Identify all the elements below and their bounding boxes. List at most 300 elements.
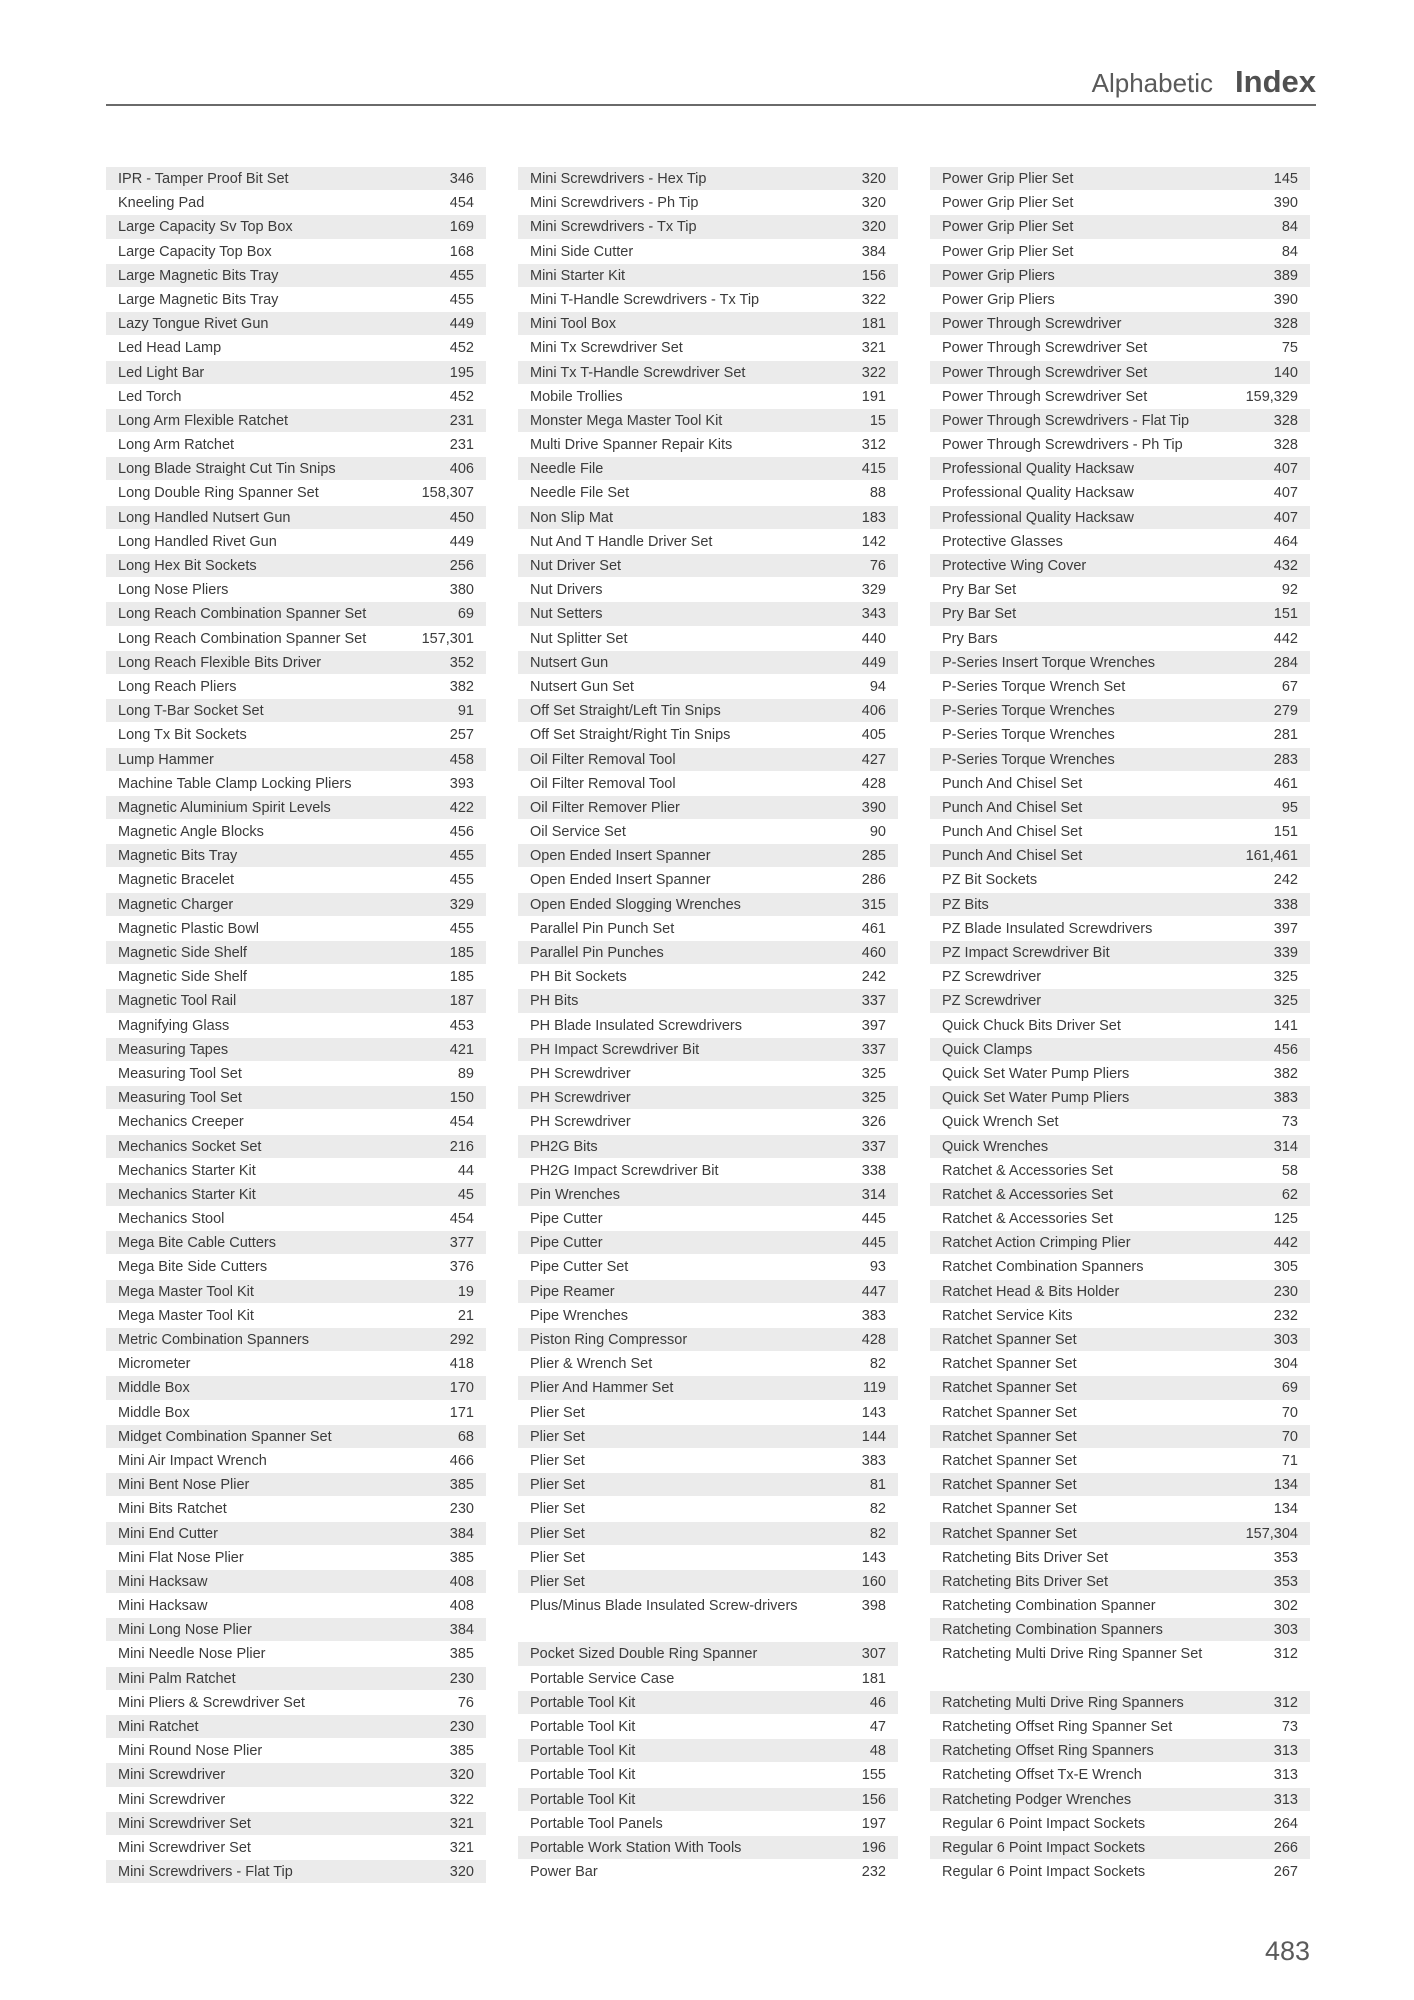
index-entry [930,1812,1310,1836]
index-entry [518,1860,898,1884]
entry-page: 279 [1273,703,1298,720]
entry-name: Pry Bar Set [942,582,1017,599]
index-entry [518,844,898,868]
index-entry [106,1255,486,1279]
index-entry [106,1570,486,1594]
entry-page: 377 [449,1235,474,1252]
entry-name: Mini Tool Box [530,316,616,333]
entry-name: Long Handled Rivet Gun [118,533,277,550]
index-entry [518,1304,898,1328]
index-entry [518,1183,898,1207]
entry-page: 94 [869,678,886,695]
entry-name: PZ Impact Screwdriver Bit [942,945,1110,961]
entry-page: 455 [449,920,474,937]
index-entry [106,554,486,578]
entry-page: 73 [1281,1114,1298,1131]
entry-page: 313 [1273,1791,1298,1808]
index-entry [518,1497,898,1521]
index-entry [930,627,1310,651]
entry-name: Ratchet Spanner Set [942,1380,1077,1397]
entry-name: Power Grip Plier Set [942,219,1074,236]
entry-page: 390 [1273,291,1298,308]
index-entry [106,1788,486,1812]
index-entry [518,1473,898,1497]
index-entry [106,1449,486,1473]
index-entry [518,1352,898,1376]
entry-name: Oil Service Set [530,824,626,841]
entry-page: 187 [449,993,474,1010]
entry-name: Long Reach Pliers [118,678,237,695]
entry-page: 58 [1281,1162,1298,1179]
entry-name: Parallel Pin Punches [530,945,664,961]
index-entry [930,748,1310,772]
index-column-2 [518,167,898,1884]
index-entry [106,1110,486,1134]
entry-name: Mobile Trollies [530,388,623,405]
entry-page: 325 [861,1090,886,1107]
entry-name: Portable Tool Kit [530,1767,636,1784]
entry-page: 134 [1273,1501,1298,1518]
entry-page: 81 [869,1477,886,1494]
entry-name: Nut Setters [530,606,603,623]
entry-name: Long Arm Flexible Ratchet [118,412,289,429]
index-entry [930,506,1310,530]
index-entry [106,1763,486,1787]
entry-name: Mini Palm Ratchet [118,1670,236,1687]
index-entry [518,1691,898,1715]
entry-name: Mini Long Nose Plier [118,1622,252,1639]
index-entry [930,602,1310,626]
entry-name: Portable Tool Panels [530,1815,663,1832]
entry-name: Needle File Set [530,485,630,502]
entry-name: Pipe Wrenches [530,1307,629,1324]
index-entry [106,675,486,699]
entry-page: 70 [1281,1404,1298,1421]
index-entry [930,191,1310,215]
entry-page: 321 [861,340,886,357]
index-entry [930,1522,1310,1546]
index-entry [930,167,1310,191]
entry-page: 45 [457,1186,474,1203]
entry-page: 406 [861,703,886,720]
entry-page: 454 [449,195,474,212]
entry-page: 313 [1273,1743,1298,1760]
index-entry [106,1038,486,1062]
index-entry [106,1086,486,1110]
index-entry [106,215,486,239]
entry-name: Nut And T Handle Driver Set [530,533,713,550]
entry-name: Large Magnetic Bits Tray [118,291,279,308]
index-entry [930,1594,1310,1618]
entry-page: 185 [449,945,474,961]
entry-name: PH Bit Sockets [530,969,627,986]
index-entry [930,457,1310,481]
entry-page: 69 [457,606,474,623]
entry-page: 452 [449,388,474,405]
entry-name: Mini Bent Nose Plier [118,1477,250,1494]
index-entry [106,433,486,457]
index-entry [106,699,486,723]
entry-name: Mini End Cutter [118,1525,218,1542]
index-entry [930,433,1310,457]
entry-page: 256 [449,558,474,574]
entry-name: IPR - Tamper Proof Bit Set [118,171,289,187]
entry-name: Led Head Lamp [118,340,222,357]
entry-name: Off Set Straight/Left Tin Snips [530,703,721,720]
entry-name: Pipe Cutter [530,1211,603,1228]
entry-name: Pipe Reamer [530,1283,615,1300]
index-entry [930,1401,1310,1425]
header-title [1092,64,1316,100]
entry-name: Ratcheting Combination Spanner [942,1598,1156,1615]
entry-page: 191 [861,388,886,405]
entry-name: Piston Ring Compressor [530,1332,688,1348]
entry-name: Led Light Bar [118,364,205,381]
entry-name: Mini Screwdrivers - Ph Tip [530,195,699,212]
entry-name: Punch And Chisel Set [942,799,1083,816]
entry-name: Metric Combination Spanners [118,1332,310,1348]
index-entry [106,481,486,505]
entry-name: Pin Wrenches [530,1186,620,1203]
index-entry [518,1401,898,1425]
index-entry [518,264,898,288]
entry-name: Open Ended Insert Spanner [530,848,711,865]
entry-name: Ratchet Spanner Set [942,1525,1077,1542]
entry-name: Ratcheting Multi Drive Ring Spanner Set [942,1646,1203,1663]
entry-name: Needle File [530,461,604,478]
index-entry [518,675,898,699]
index-entry [106,893,486,917]
entry-name: Nut Drivers [530,582,603,599]
entry-page: 314 [1273,1138,1298,1155]
index-entry [518,893,898,917]
entry-page: 170 [449,1380,474,1397]
entry-page: 320 [861,171,886,187]
entry-name: Mini Tx T-Handle Screwdriver Set [530,364,746,381]
entry-name: Long Arm Ratchet [118,437,235,454]
index-entry [106,1352,486,1376]
entry-name: Mini Starter Kit [530,267,626,284]
entry-name: Mini Air Impact Wrench [118,1452,267,1469]
entry-page: 44 [457,1162,474,1179]
entry-name: Ratcheting Podger Wrenches [942,1791,1132,1808]
index-entry [930,1570,1310,1594]
entry-page: 89 [457,1065,474,1082]
index-entry [106,1401,486,1425]
entry-name: Quick Chuck Bits Driver Set [942,1017,1121,1034]
entry-page: 427 [861,751,886,768]
entry-name: Mini Round Nose Plier [118,1743,263,1760]
entry-name: Long Nose Pliers [118,582,229,599]
index-entry [106,723,486,747]
entry-name: Mini Screwdrivers - Flat Tip [118,1864,293,1881]
entry-name: Oil Filter Removal Tool [530,751,676,768]
index-entry [518,1449,898,1473]
entry-page: 328 [1273,316,1298,333]
entry-name: Regular 6 Point Impact Sockets [942,1864,1146,1881]
entry-page: 19 [457,1283,474,1300]
entry-page: 325 [861,1065,886,1082]
entry-page: 76 [869,558,886,574]
entry-name: Mini Screwdrivers - Hex Tip [530,171,707,187]
entry-name: PZ Bit Sockets [942,872,1038,889]
entry-name: Nutsert Gun [530,654,609,671]
index-entry [930,1207,1310,1231]
index-entry [930,1304,1310,1328]
entry-name: Regular 6 Point Impact Sockets [942,1815,1146,1832]
entry-page: 232 [861,1864,886,1881]
entry-name: Pry Bar Set [942,606,1017,623]
index-entry [518,941,898,965]
entry-name: Plier Set [530,1525,585,1542]
entry-page: 71 [1281,1452,1298,1469]
entry-name: Long Blade Straight Cut Tin Snips [118,461,336,478]
index-entry [930,1376,1310,1400]
entry-page: 158,307 [421,485,474,502]
index-entry [106,264,486,288]
entry-name: PH Screwdriver [530,1114,631,1131]
entry-name: Long Reach Combination Spanner Set [118,630,367,647]
index-entry [518,868,898,892]
entry-name: PH Screwdriver [530,1090,631,1107]
index-entry [106,1594,486,1618]
entry-page: 157,301 [421,630,474,647]
entry-page: 303 [1273,1332,1298,1348]
index-entry [930,651,1310,675]
entry-name: Mini Screwdriver Set [118,1815,251,1832]
index-entry [518,651,898,675]
entry-page: 264 [1273,1815,1298,1832]
entry-name: P-Series Torque Wrenches [942,751,1115,768]
index-column-3 [930,167,1310,1884]
index-entry [518,1328,898,1352]
entry-page: 157,304 [1245,1525,1298,1542]
entry-name: Large Capacity Top Box [118,243,272,260]
index-entry [930,1473,1310,1497]
index-entry [106,917,486,941]
entry-page: 376 [449,1259,474,1276]
entry-page: 337 [861,1041,886,1058]
entry-page: 456 [449,824,474,841]
entry-page: 183 [861,509,886,526]
entry-name: PH2G Bits [530,1138,598,1155]
entry-page: 328 [1273,412,1298,429]
entry-page: 160 [861,1573,886,1590]
index-entry [518,1667,898,1691]
entry-page: 397 [1273,920,1298,937]
entry-name: Power Through Screwdrivers - Ph Tip [942,437,1183,454]
entry-page: 169 [449,219,474,236]
entry-name: Off Set Straight/Right Tin Snips [530,727,731,744]
entry-name: Power Grip Pliers [942,291,1055,308]
entry-page: 338 [861,1162,886,1179]
index-entry [518,191,898,215]
entry-name: P-Series Torque Wrenches [942,703,1115,720]
index-entry [930,336,1310,360]
index-entry [518,748,898,772]
entry-name: Mini Flat Nose Plier [118,1549,244,1566]
index-entry [106,820,486,844]
entry-page: 383 [861,1452,886,1469]
index-entry [930,1642,1310,1690]
index-entry [106,385,486,409]
index-entry [518,1739,898,1763]
entry-page: 385 [449,1646,474,1663]
entry-name: PH Screwdriver [530,1065,631,1082]
entry-name: Measuring Tool Set [118,1065,242,1082]
index-entry [930,1086,1310,1110]
index-entry [518,1159,898,1183]
index-entry [930,1497,1310,1521]
index-entry [106,1425,486,1449]
entry-name: Punch And Chisel Set [942,824,1083,841]
entry-name: Ratcheting Combination Spanners [942,1622,1163,1639]
entry-page: 322 [449,1791,474,1808]
entry-name: Ratchet Spanner Set [942,1404,1077,1421]
entry-page: 464 [1273,533,1298,550]
entry-page: 337 [861,993,886,1010]
index-entry [518,772,898,796]
index-entry [518,554,898,578]
index-entry [106,1014,486,1038]
entry-name: Magnetic Angle Blocks [118,824,264,841]
entry-page: 21 [457,1307,474,1324]
entry-page: 384 [861,243,886,260]
index-entry [930,1135,1310,1159]
entry-name: Mechanics Starter Kit [118,1162,256,1179]
entry-name: Lump Hammer [118,751,214,768]
entry-page: 406 [449,461,474,478]
entry-page: 421 [449,1041,474,1058]
index-entry [518,699,898,723]
entry-name: Power Grip Plier Set [942,195,1074,212]
entry-page: 407 [1273,485,1298,502]
entry-page: 151 [1273,606,1298,623]
entry-name: Plier Set [530,1404,585,1421]
index-entry [930,796,1310,820]
entry-page: 454 [449,1114,474,1131]
entry-page: 68 [457,1428,474,1445]
index-entry [930,264,1310,288]
entry-page: 143 [861,1549,886,1566]
index-entry [106,1473,486,1497]
entry-name: Power Grip Plier Set [942,171,1074,187]
index-entry [930,699,1310,723]
index-entry [930,554,1310,578]
entry-page: 321 [449,1815,474,1832]
index-entry [518,820,898,844]
entry-page: 390 [1273,195,1298,212]
index-entry [518,1522,898,1546]
entry-page: 283 [1273,751,1298,768]
entry-page: 305 [1273,1259,1298,1276]
index-entry [930,1449,1310,1473]
entry-page: 75 [1281,340,1298,357]
index-entry [106,457,486,481]
entry-page: 307 [861,1646,886,1663]
index-entry [518,1014,898,1038]
entry-page: 302 [1273,1598,1298,1615]
index-entry [930,989,1310,1013]
entry-page: 442 [1273,1235,1298,1252]
entry-page: 93 [869,1259,886,1276]
entry-page: 84 [1281,243,1298,260]
entry-name: Mechanics Creeper [118,1114,244,1131]
entry-name: Portable Work Station With Tools [530,1839,742,1856]
entry-name: Power Through Screwdrivers - Flat Tip [942,412,1190,429]
entry-page: 428 [861,1332,886,1348]
index-entry [518,481,898,505]
entry-name: Magnetic Side Shelf [118,945,247,961]
entry-name: Plier Set [530,1501,585,1518]
entry-page: 314 [861,1186,886,1203]
index-entry [518,965,898,989]
entry-page: 393 [449,775,474,792]
entry-page: 168 [449,243,474,260]
index-entry [518,361,898,385]
entry-name: Quick Set Water Pump Pliers [942,1065,1130,1082]
entry-name: Mini Pliers & Screwdriver Set [118,1694,305,1711]
entry-name: Plier Set [530,1428,585,1445]
index-entry [518,578,898,602]
entry-page: 385 [449,1743,474,1760]
entry-page: 385 [449,1477,474,1494]
entry-name: Power Through Screwdriver Set [942,388,1148,405]
index-entry [106,1497,486,1521]
entry-name: Power Bar [530,1864,598,1881]
index-entry [930,385,1310,409]
entry-page: 76 [457,1694,474,1711]
entry-name: Multi Drive Spanner Repair Kits [530,437,733,454]
entry-name: Regular 6 Point Impact Sockets [942,1839,1146,1856]
entry-name: Oil Filter Removal Tool [530,775,676,792]
entry-name: Magnetic Aluminium Spirit Levels [118,799,331,816]
entry-page: 95 [1281,799,1298,816]
index-entry [518,409,898,433]
index-entry [106,409,486,433]
entry-name: Pry Bars [942,630,998,647]
index-entry [518,796,898,820]
entry-page: 185 [449,969,474,986]
entry-page: 257 [449,727,474,744]
entry-name: Long Tx Bit Sockets [118,727,247,744]
entry-page: 383 [861,1307,886,1324]
entry-name: Ratchet Head & Bits Holder [942,1283,1120,1300]
index-entry [106,1328,486,1352]
entry-name: Mini Screwdrivers - Tx Tip [530,219,697,236]
index-entry [106,1739,486,1763]
entry-name: Portable Tool Kit [530,1719,636,1736]
entry-name: PZ Blade Insulated Screwdrivers [942,920,1153,937]
index-entry [518,1836,898,1860]
index-entry [518,1280,898,1304]
header-title-bold: Index [1235,64,1316,99]
index-entry [518,1788,898,1812]
index-entry [930,675,1310,699]
entry-name: Portable Service Case [530,1670,675,1687]
entry-page: 155 [861,1767,886,1784]
entry-page: 466 [449,1452,474,1469]
index-entry [106,167,486,191]
index-entry [106,1280,486,1304]
index-entry [106,748,486,772]
index-entry [106,578,486,602]
index-entry [930,578,1310,602]
index-entry [930,530,1310,554]
entry-page: 196 [861,1839,886,1856]
entry-page: 456 [1273,1041,1298,1058]
entry-page: 461 [1273,775,1298,792]
